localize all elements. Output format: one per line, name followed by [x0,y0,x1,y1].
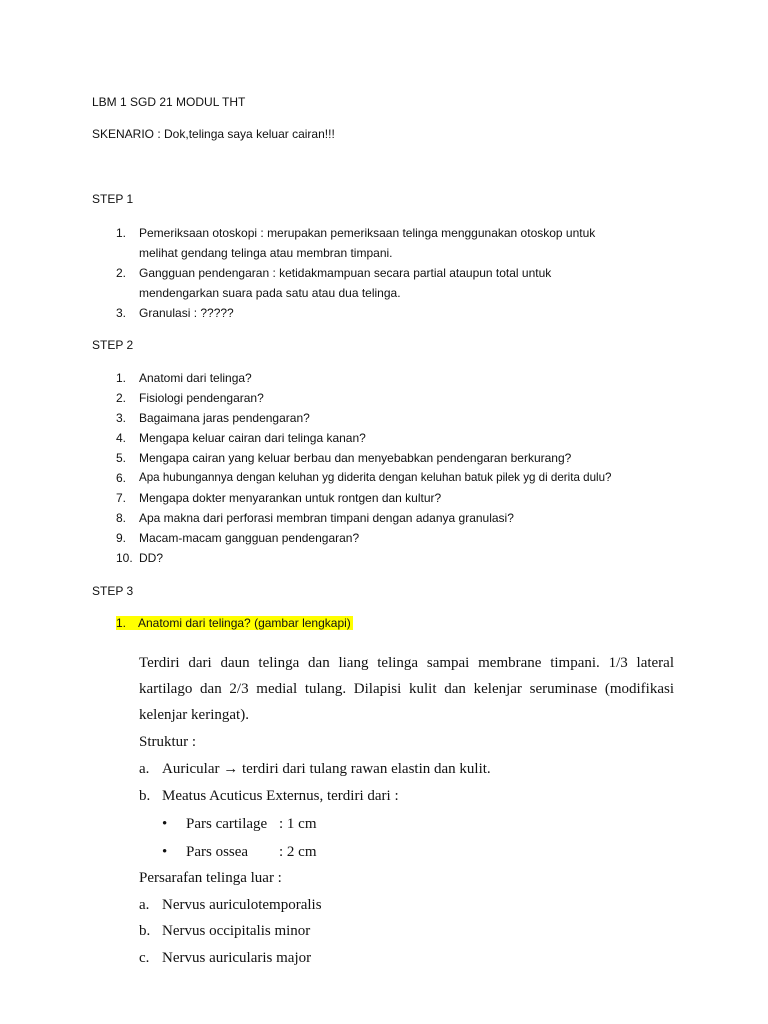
step2-item-num: 2. [116,391,127,405]
step3-item-1-num: 1. [116,616,127,630]
right-arrow-icon: → [223,761,239,777]
nerve-letter: c. [139,950,150,966]
step2-item-text: Macam-macam gangguan pendengaran? [139,531,360,545]
nerve-item: Nervus auriculotemporalis [162,897,322,913]
document-title: LBM 1 SGD 21 MODUL THT [92,95,246,109]
step2-item-num: 4. [116,431,127,445]
step2-item-num: 9. [116,531,127,545]
step1-item-2-line-1: Gangguan pendengaran : ketidakmampuan secara partial ataupun total untuk [139,266,552,280]
step2-item-num: 6. [116,471,127,485]
auricular-name: Auricular [162,761,220,777]
step1-item-1-num: 1. [116,226,127,240]
step2-item-num: 10. [116,551,133,565]
step3-item-1-text: Anatomi dari telinga? (gambar lengkapi) [138,616,351,630]
step1-item-1-line-1: Pemeriksaan otoskopi : merupakan pemeriksaan telinga menggunakan otoskop untuk [139,226,596,240]
step2-item-num: 1. [116,371,127,385]
paragraph-line-1: Terdiri dari daun telinga dan liang telinga sampai membrane timpani. 1/3 lateral [139,655,674,671]
step2-item-num: 3. [116,411,127,425]
step1-heading: STEP 1 [92,192,134,206]
pars-ossea-label: Pars ossea [186,844,249,860]
step1-item-3-line-1: Granulasi : ????? [139,306,234,320]
nerve-item: Nervus auricularis major [162,950,312,966]
struktur-label: Struktur : [139,734,197,750]
step2-item-text: DD? [139,551,164,565]
bullet-icon: • [162,844,168,860]
paragraph-line-3: kelenjar keringat). [139,707,249,723]
step2-item-text: Mengapa keluar cairan dari telinga kanan? [139,431,366,445]
step2-item-text: Mengapa cairan yang keluar berbau dan menyebabkan pendengaran berkurang? [139,451,572,465]
step2-item-text: Apa hubungannya dengan keluhan yg diderita dengan keluhan batuk pilek yg di derita dulu? [139,471,612,484]
auricular-description: terdiri dari tulang rawan elastin dan kulit. [241,761,491,777]
nerve-item: Nervus occipitalis minor [162,923,311,939]
auricular-letter: a. [139,761,150,777]
step3-item-1-highlight [116,616,353,630]
persarafan-label: Persarafan telinga luar : [139,870,282,886]
step1-item-1-line-2: melihat gendang telinga atau membran timpani. [139,246,393,260]
pars-cartilage-label: Pars cartilage [186,816,268,832]
step2-item-text: Fisiologi pendengaran? [139,391,264,405]
pars-cartilage-value: : 1 cm [279,816,317,832]
step3-heading: STEP 3 [92,584,134,598]
meatus-letter: b. [139,788,151,804]
step1-item-2-line-2: mendengarkan suara pada satu atau dua telinga. [139,286,401,300]
step2-item-text: Mengapa dokter menyarankan untuk rontgen dan kultur? [139,491,442,505]
step1-item-2-num: 2. [116,266,127,280]
step2-item-num: 8. [116,511,127,525]
step1-item-3-num: 3. [116,306,127,320]
step2-item-text: Bagaimana jaras pendengaran? [139,411,310,425]
paragraph-line-2: kartilago dan 2/3 medial tulang. Dilapisi kulit dan kelenjar seruminase (modifikasi [139,681,674,697]
step2-heading: STEP 2 [92,338,134,352]
step2-item-num: 7. [116,491,127,505]
auricular-line [162,761,491,778]
step2-item-num: 5. [116,451,127,465]
nerve-letter: a. [139,897,150,913]
scenario-line: SKENARIO : Dok,telinga saya keluar cairan!!! [92,127,335,141]
step2-item-text: Anatomi dari telinga? [139,371,252,385]
pars-ossea-value: : 2 cm [279,844,317,860]
bullet-icon: • [162,816,168,832]
step2-item-text: Apa makna dari perforasi membran timpani dengan adanya granulasi? [139,511,514,525]
meatus-text: Meatus Acuticus Externus, terdiri dari : [162,788,399,804]
nerve-letter: b. [139,923,151,939]
